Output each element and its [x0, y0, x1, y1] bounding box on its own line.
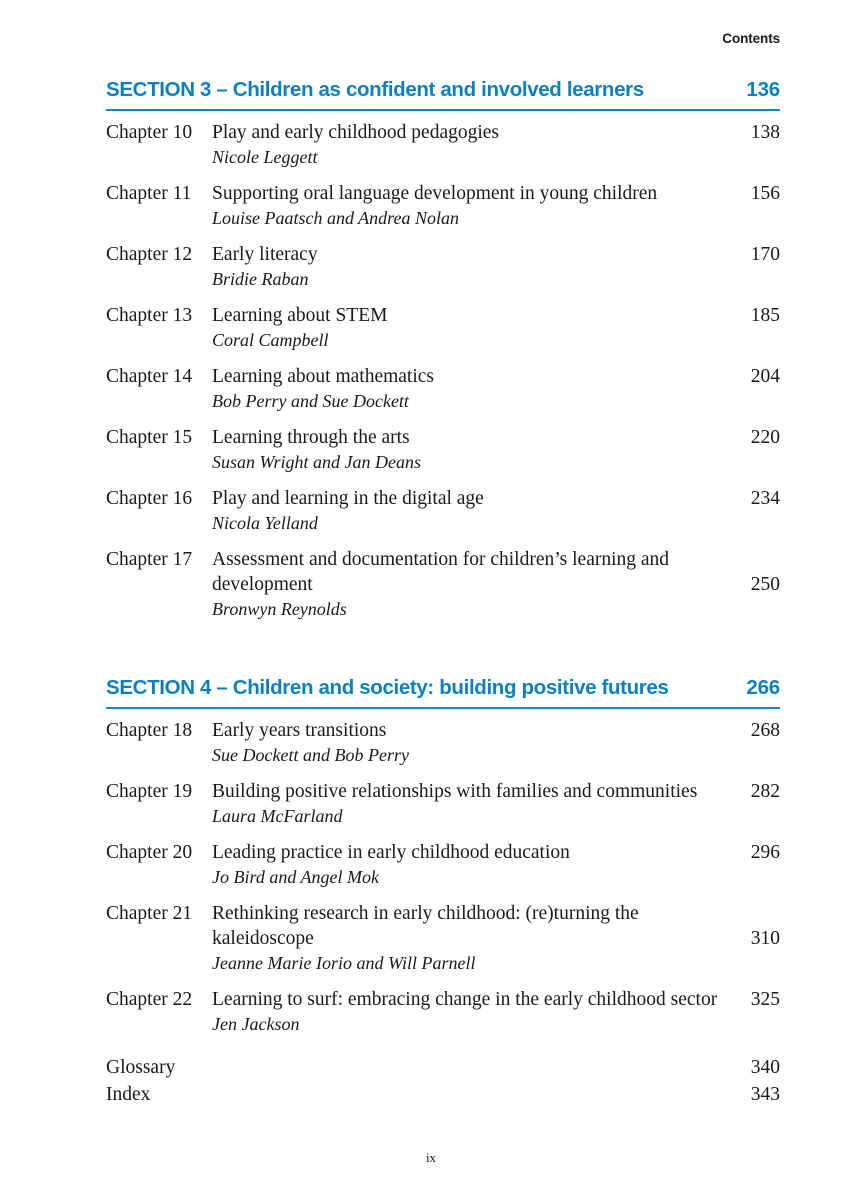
entry-body: [212, 901, 722, 975]
chapter-title: Play and early childhood pedagogies: [212, 122, 500, 143]
toc-entry[interactable]: [106, 840, 780, 889]
chapter-authors: Bronwyn Reynolds: [212, 599, 347, 619]
toc-entry[interactable]: [106, 486, 780, 535]
entry-body: [212, 242, 722, 291]
section-page-number: 136: [746, 78, 780, 101]
chapter-authors: Susan Wright and Jan Deans: [212, 452, 421, 472]
entry-body: [212, 120, 722, 169]
entry-body: [212, 181, 722, 230]
chapter-page-number: 282: [750, 781, 780, 802]
chapter-label: Chapter 14: [106, 366, 193, 387]
section-block-4: [106, 676, 780, 1108]
chapter-authors: Jen Jackson: [212, 1014, 300, 1034]
chapter-label: Chapter 11: [106, 183, 192, 204]
backmatter-label: Glossary: [106, 1057, 176, 1078]
toc-entry[interactable]: [106, 987, 780, 1036]
section-4-entries: [106, 709, 780, 1036]
chapter-title: Learning about mathematics: [212, 366, 435, 387]
chapter-page-number: 185: [750, 305, 780, 326]
chapter-title: Learning through the arts: [212, 427, 410, 448]
folio-page-number: ix: [425, 1150, 437, 1165]
chapter-page-number: 234: [750, 488, 780, 509]
section-title: SECTION 3 – Children as confident and involved learners: [106, 78, 644, 101]
chapter-page-number: 310: [750, 928, 780, 949]
chapter-authors: Bridie Raban: [212, 269, 309, 289]
chapter-authors: Laura McFarland: [212, 806, 343, 826]
toc-entry[interactable]: [106, 242, 780, 291]
chapter-label: Chapter 10: [106, 122, 193, 143]
chapter-page-number: 296: [750, 842, 780, 863]
toc-content: [106, 0, 780, 1108]
backmatter-page-number: 340: [750, 1057, 780, 1078]
section-spacer: [106, 633, 780, 676]
chapter-authors: Louise Paatsch and Andrea Nolan: [212, 208, 459, 228]
toc-entry[interactable]: [106, 303, 780, 352]
entry-body: [212, 425, 722, 474]
toc-entry[interactable]: [106, 181, 780, 230]
toc-entry[interactable]: [106, 547, 780, 621]
chapter-title: Leading practice in early childhood education: [212, 842, 570, 863]
backmatter-entries: [106, 1054, 780, 1108]
chapter-title: Play and learning in the digital age: [212, 488, 484, 509]
chapter-title: Assessment and documentation for children’s learning and development: [212, 549, 670, 595]
entry-body: [212, 779, 734, 828]
chapter-page-number: 220: [750, 427, 780, 448]
chapter-label: Chapter 19: [106, 781, 193, 802]
chapter-title: Learning about STEM: [212, 305, 388, 326]
chapter-title: Early years transitions: [212, 720, 387, 741]
chapter-page-number: 325: [750, 989, 780, 1010]
backmatter-page-number: 343: [750, 1084, 780, 1105]
section-header-3[interactable]: [106, 78, 780, 109]
chapter-page-number: 156: [750, 183, 780, 204]
chapter-authors: Sue Dockett and Bob Perry: [212, 745, 409, 765]
chapter-title: Learning to surf: embracing change in the early childhood sector: [212, 989, 718, 1010]
chapter-page-number: 170: [750, 244, 780, 265]
entry-body: [212, 718, 722, 767]
chapter-authors: Coral Campbell: [212, 330, 329, 350]
section-3-entries: [106, 111, 780, 621]
toc-entry-glossary[interactable]: [106, 1054, 780, 1081]
section-block-3: [106, 0, 780, 621]
entry-body: [212, 840, 722, 889]
toc-entry-index[interactable]: [106, 1081, 780, 1108]
chapter-title: Rethinking research in early childhood: (re)turning the kaleidoscope: [212, 903, 639, 949]
chapter-title: Early literacy: [212, 244, 318, 265]
toc-entry[interactable]: [106, 425, 780, 474]
chapter-label: Chapter 12: [106, 244, 193, 265]
chapter-title: Building positive relationships with families and communities: [212, 781, 698, 802]
running-head: Contents: [722, 31, 780, 46]
chapter-label: Chapter 13: [106, 305, 193, 326]
entry-body: [212, 364, 722, 413]
toc-entry[interactable]: [106, 364, 780, 413]
chapter-page-number: 204: [750, 366, 780, 387]
toc-entry[interactable]: [106, 718, 780, 767]
toc-entry[interactable]: [106, 120, 780, 169]
section-page-number: 266: [746, 676, 780, 699]
chapter-label: Chapter 15: [106, 427, 193, 448]
entry-body: [212, 303, 722, 352]
chapter-authors: Bob Perry and Sue Dockett: [212, 391, 409, 411]
chapter-authors: Nicola Yelland: [212, 513, 318, 533]
section-header-4[interactable]: [106, 676, 780, 707]
chapter-label: Chapter 18: [106, 720, 193, 741]
chapter-label: Chapter 20: [106, 842, 193, 863]
entry-body: [212, 547, 722, 621]
chapter-authors: Jo Bird and Angel Mok: [212, 867, 379, 887]
section-title: SECTION 4 – Children and society: building positive futures: [106, 676, 669, 699]
backmatter-label: Index: [106, 1084, 151, 1105]
chapter-authors: Jeanne Marie Iorio and Will Parnell: [212, 953, 476, 973]
chapter-page-number: 250: [750, 574, 780, 595]
chapter-page-number: 138: [750, 122, 780, 143]
entry-body: [212, 987, 734, 1036]
chapter-label: Chapter 22: [106, 989, 193, 1010]
chapter-page-number: 268: [750, 720, 780, 741]
chapter-label: Chapter 17: [106, 549, 193, 570]
toc-entry[interactable]: [106, 779, 780, 828]
chapter-title: Supporting oral language development in young children: [212, 183, 658, 204]
chapter-authors: Nicole Leggett: [212, 147, 318, 167]
toc-entry[interactable]: [106, 901, 780, 975]
chapter-label: Chapter 16: [106, 488, 193, 509]
entry-body: [212, 486, 722, 535]
chapter-label: Chapter 21: [106, 903, 193, 924]
